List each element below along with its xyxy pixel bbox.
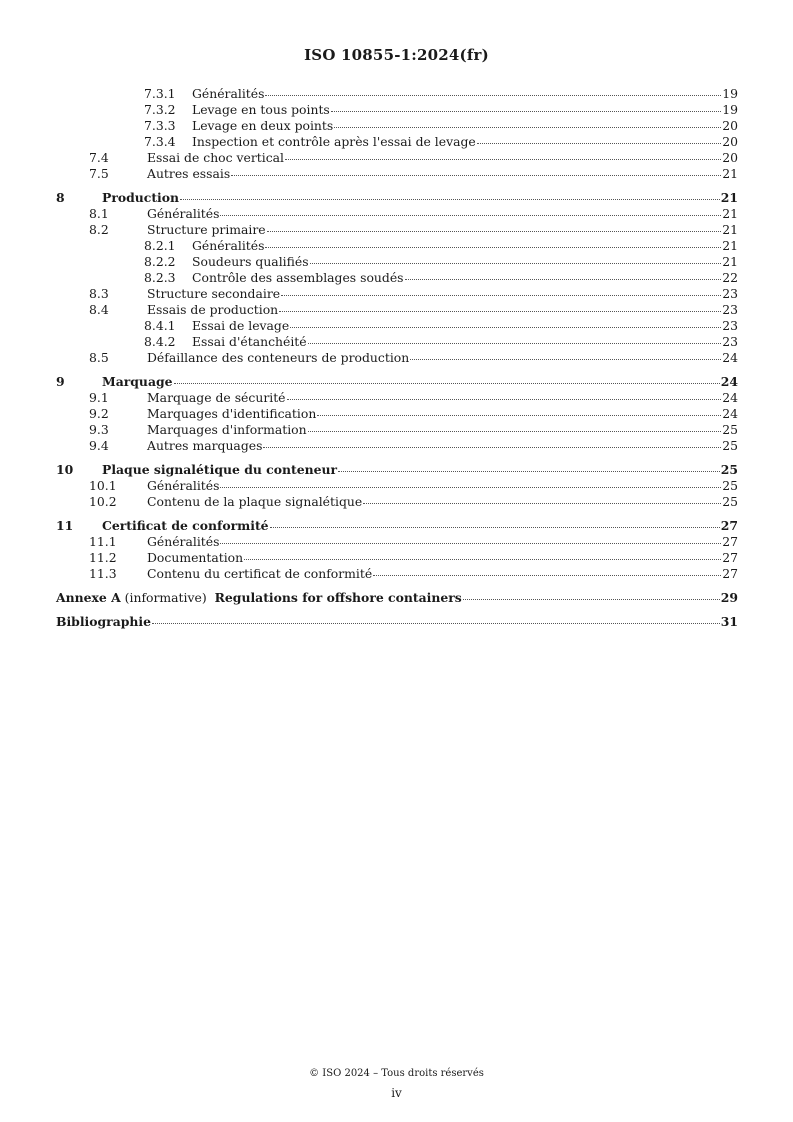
toc-entry-title: Essai de levage	[192, 318, 290, 333]
toc-entry-title: Généralités	[147, 206, 220, 221]
toc-entry[interactable]	[56, 566, 738, 582]
annex-type: (informative)	[124, 590, 207, 605]
toc-entry-page: 19	[722, 86, 738, 101]
toc-entry-number: 8.4.2	[144, 334, 176, 349]
toc-entry-title: Documentation	[147, 550, 244, 565]
toc-entry-title: Structure secondaire	[147, 286, 281, 301]
toc-entry-title: Soudeurs qualifiés	[192, 254, 309, 269]
toc-entry-page: 25	[722, 438, 738, 453]
dot-leader	[410, 359, 721, 360]
dot-leader	[220, 487, 721, 488]
toc-entry-title: Marquage de sécurité	[147, 390, 286, 405]
toc-entry[interactable]	[56, 254, 738, 270]
toc-entry-page: 21	[722, 206, 738, 221]
toc-entry-page: 23	[722, 302, 738, 317]
toc-entry-number: 8	[56, 190, 65, 205]
toc-entry-page: 19	[722, 102, 738, 117]
table-of-contents	[56, 86, 738, 630]
toc-entry-number: 7.5	[89, 166, 109, 181]
toc-entry-number: 10	[56, 462, 74, 477]
toc-entry-number: 7.4	[89, 150, 109, 165]
toc-entry-number: 7.3.1	[144, 86, 176, 101]
toc-entry[interactable]	[56, 374, 738, 390]
toc-entry-number: 7.3.4	[144, 134, 176, 149]
toc-entry-title: Autres marquages	[147, 438, 263, 453]
dot-leader	[270, 527, 720, 528]
dot-leader	[405, 279, 722, 280]
toc-entry-title: Généralités	[147, 478, 220, 493]
toc-entry-page: 25	[720, 462, 738, 477]
toc-entry-title: Généralités	[192, 238, 265, 253]
dot-leader	[265, 95, 721, 96]
toc-entry-page: 23	[722, 334, 738, 349]
toc-entry[interactable]	[56, 134, 738, 150]
toc-entry[interactable]	[56, 590, 738, 606]
toc-entry-title: Généralités	[147, 534, 220, 549]
page-number: iv	[391, 1086, 402, 1100]
dot-leader	[244, 559, 721, 560]
toc-entry-number: 8.2.3	[144, 270, 176, 285]
dot-leader	[290, 327, 721, 328]
dot-leader	[220, 543, 721, 544]
toc-entry[interactable]	[56, 550, 738, 566]
toc-entry[interactable]	[56, 438, 738, 454]
toc-entry-page: 25	[722, 494, 738, 509]
toc-entry[interactable]	[56, 494, 738, 510]
toc-entry-page: 22	[722, 270, 738, 285]
annex-title: Regulations for offshore containers	[214, 590, 462, 605]
dot-leader	[338, 471, 720, 472]
dot-leader	[373, 575, 721, 576]
copyright-notice: © ISO 2024 – Tous droits réservés	[309, 1068, 484, 1079]
toc-entry-title: Marquages d'identification	[147, 406, 317, 421]
toc-entry[interactable]	[56, 270, 738, 286]
toc-entry-page: 29	[720, 590, 738, 605]
toc-entry[interactable]	[56, 238, 738, 254]
toc-entry-number: 8.4	[89, 302, 109, 317]
toc-entry-number: 7.3.3	[144, 118, 176, 133]
toc-entry[interactable]	[56, 302, 738, 318]
dot-leader	[263, 447, 721, 448]
toc-entry-title: Levage en deux points	[192, 118, 334, 133]
toc-entry-number: 9.4	[89, 438, 109, 453]
toc-entry-number: 11	[56, 518, 74, 533]
toc-entry-number: 9.1	[89, 390, 109, 405]
toc-entry-page: 21	[722, 238, 738, 253]
toc-entry[interactable]	[56, 166, 738, 182]
toc-entry[interactable]	[56, 406, 738, 422]
dot-leader	[477, 143, 722, 144]
toc-entry[interactable]	[56, 334, 738, 350]
toc-entry-title: Certificat de conformité	[102, 518, 269, 533]
toc-entry[interactable]	[56, 350, 738, 366]
toc-entry-page: 21	[720, 190, 738, 205]
dot-leader	[308, 343, 722, 344]
toc-entry-number: 8.2	[89, 222, 109, 237]
toc-entry-page: 27	[722, 534, 738, 549]
toc-entry-title: Marquage	[102, 374, 173, 389]
toc-entry-page: 24	[722, 390, 738, 405]
toc-entry-number: 8.5	[89, 350, 109, 365]
toc-entry[interactable]	[56, 102, 738, 118]
toc-entry-title: Contenu de la plaque signalétique	[147, 494, 363, 509]
document-header: ISO 10855-1:2024(fr)	[304, 46, 489, 64]
dot-leader	[231, 175, 721, 176]
toc-entry-title: Essai d'étanchéité	[192, 334, 307, 349]
toc-entry-number: 8.4.1	[144, 318, 176, 333]
dot-leader	[363, 503, 721, 504]
toc-entry-number: 11.1	[89, 534, 117, 549]
toc-entry[interactable]	[56, 286, 738, 302]
toc-entry-number: 11.2	[89, 550, 117, 565]
toc-entry-number: 9.2	[89, 406, 109, 421]
toc-entry[interactable]	[56, 150, 738, 166]
dot-leader	[265, 247, 721, 248]
toc-entry-title	[56, 590, 462, 606]
toc-entry-page: 25	[722, 422, 738, 437]
toc-entry-title: Structure primaire	[147, 222, 266, 237]
toc-entry-page: 21	[722, 166, 738, 181]
toc-entry-title: Production	[102, 190, 180, 205]
toc-entry-page: 24	[722, 350, 738, 365]
toc-entry-page: 21	[722, 222, 738, 237]
toc-entry-number: 8.1	[89, 206, 109, 221]
toc-entry-number: 9.3	[89, 422, 109, 437]
dot-leader	[152, 623, 720, 624]
toc-entry-title: Essai de choc vertical	[147, 150, 284, 165]
toc-entry-page: 21	[722, 254, 738, 269]
toc-entry-title: Défaillance des conteneurs de production	[147, 350, 410, 365]
toc-entry[interactable]	[56, 222, 738, 238]
dot-leader	[281, 295, 721, 296]
dot-leader	[174, 383, 720, 384]
toc-entry[interactable]	[56, 86, 738, 102]
toc-entry-page: 27	[722, 550, 738, 565]
toc-entry-number: 8.2.2	[144, 254, 176, 269]
toc-entry[interactable]	[56, 190, 738, 206]
toc-entry-number: 7.3.2	[144, 102, 176, 117]
toc-entry-number: 9	[56, 374, 65, 389]
dot-leader	[308, 431, 722, 432]
dot-leader	[310, 263, 722, 264]
toc-entry-title: Contenu du certificat de conformité	[147, 566, 373, 581]
toc-entry[interactable]	[56, 534, 738, 550]
toc-entry-number: 10.1	[89, 478, 117, 493]
toc-entry[interactable]	[56, 118, 738, 134]
dot-leader	[267, 231, 722, 232]
toc-entry-title: Inspection et contrôle après l'essai de levage	[192, 134, 476, 149]
toc-entry-title: Autres essais	[147, 166, 231, 181]
toc-entry-page: 24	[722, 406, 738, 421]
dot-leader	[287, 399, 722, 400]
dot-leader	[220, 215, 721, 216]
dot-leader	[334, 127, 721, 128]
annex-label: Annexe A	[56, 590, 121, 605]
toc-entry[interactable]	[56, 318, 738, 334]
toc-entry[interactable]	[56, 462, 738, 478]
toc-entry-title: Essais de production	[147, 302, 279, 317]
toc-entry[interactable]	[56, 206, 738, 222]
toc-entry-title: Contrôle des assemblages soudés	[192, 270, 404, 285]
toc-entry-page: 31	[720, 614, 738, 629]
toc-entry-page: 23	[722, 318, 738, 333]
toc-entry-page: 20	[722, 150, 738, 165]
toc-entry-number: 8.2.1	[144, 238, 176, 253]
dot-leader	[331, 111, 721, 112]
toc-entry-page: 20	[722, 134, 738, 149]
toc-entry-title: Plaque signalétique du conteneur	[102, 462, 338, 477]
toc-entry[interactable]	[56, 422, 738, 438]
toc-entry-page: 20	[722, 118, 738, 133]
dot-leader	[285, 159, 721, 160]
dot-leader	[279, 311, 721, 312]
toc-entry-title: Marquages d'information	[147, 422, 307, 437]
toc-entry[interactable]	[56, 614, 738, 630]
dot-leader	[317, 415, 721, 416]
toc-entry-page: 24	[720, 374, 738, 389]
dot-leader	[180, 199, 720, 200]
toc-entry-title: Bibliographie	[56, 614, 152, 629]
toc-entry-number: 8.3	[89, 286, 109, 301]
toc-entry-title: Généralités	[192, 86, 265, 101]
toc-entry[interactable]	[56, 390, 738, 406]
toc-entry-page: 27	[722, 566, 738, 581]
toc-entry-page: 25	[722, 478, 738, 493]
toc-entry-number: 10.2	[89, 494, 117, 509]
toc-entry-page: 27	[720, 518, 738, 533]
toc-entry[interactable]	[56, 478, 738, 494]
toc-entry-title: Levage en tous points	[192, 102, 330, 117]
toc-entry[interactable]	[56, 518, 738, 534]
dot-leader	[463, 599, 720, 600]
toc-entry-number: 11.3	[89, 566, 117, 581]
toc-entry-page: 23	[722, 286, 738, 301]
